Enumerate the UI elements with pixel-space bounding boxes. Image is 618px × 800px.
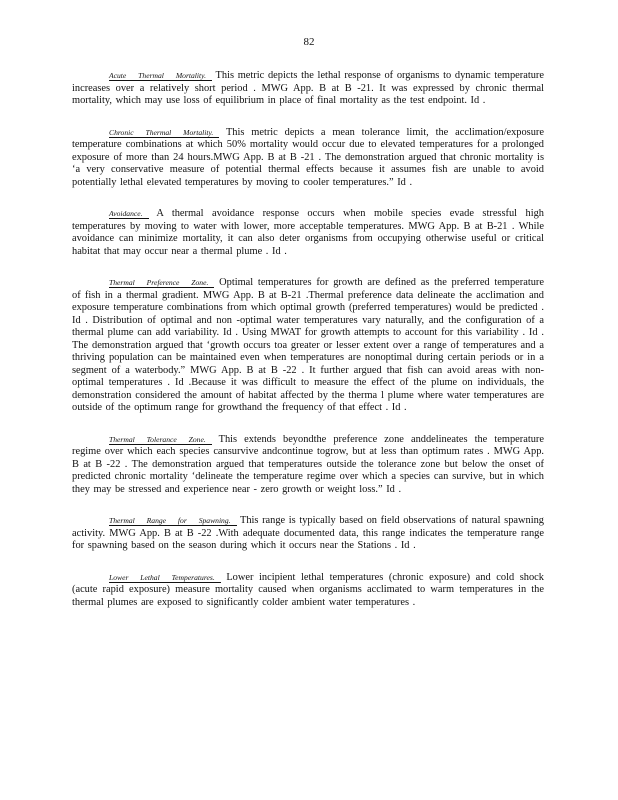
paragraph-acute-thermal-mortality [72, 70, 544, 108]
page-number: 82 [303, 36, 315, 48]
section-heading: Avoidance. [109, 209, 149, 219]
section-heading: Chronic Thermal Mortality. [109, 128, 219, 138]
paragraph-text: This metric depicts the lethal response of organisms to dynamic temperature increases over a relatively short period . MWG App. B at B -21. It was expressed by chronic thermal mortality, which may use loss of equilibrium in place of final mortality as the test endpoint. Id . [72, 70, 544, 106]
paragraph-text: This extends beyondthe preference zone anddelineates the temperature regime over which each species cansurvive andcontinue togrow, but at less than optimum rates . MWG App. B at B -22 . The demonstration argued that temperatures outside the tolerance zone but below the onset of predicted chronic mortality ‘delineate the temperature regime over which a species can survive, but in which they may be stressed and experience near - zero growth or weight loss.” Id . [72, 433, 544, 495]
section-heading: Acute Thermal Mortality. [109, 71, 212, 81]
document-body [72, 70, 544, 628]
paragraph-text: This range is typically based on field observations of natural spawning activity. MWG App. B at B -22 .With adequate documented data, this range indicates the temperature range for spawning based on the season during which it occurs near the Stations . Id . [72, 515, 544, 551]
paragraph-text: Lower incipient lethal temperatures (chronic exposure) and cold shock (acute rapid exposure) measure mortality caused when organisms acclimated to warm temperatures in the thermal plumes are exposed to significantly colder ambient water temperatures . [72, 571, 544, 608]
section-heading: Thermal Preference Zone. [109, 278, 214, 288]
paragraph-lower-lethal-temperatures [72, 572, 544, 610]
paragraph-text: A thermal avoidance response occurs when mobile species evade stressful high temperatures by moving to water with lower, more acceptable temperatures. MWG App. B at B-21 . While avoidance can minimize mortality, it can also deter organisms from occupying otherwise useful or critical habitat that may occur near a thermal plume . Id . [72, 208, 544, 257]
paragraph-avoidance [72, 208, 544, 258]
paragraph-thermal-tolerance-zone [72, 434, 544, 497]
section-heading: Lower Lethal Temperatures. [109, 573, 221, 583]
paragraph-text: This metric depicts a mean tolerance limit, the acclimation/exposure temperature combinations at which 50% mortality would occur due to elevated temperatures for a prolonged exposure of more than 24 hours.MWG App. B at B -21 . The demonstration argued that chronic mortality is ‘a very conservative measure of potential thermal effects because it assumes fish are unable to avoid potentially lethal elevated temperatures by moving to cooler temperatures.” Id . [72, 126, 544, 188]
section-heading: Thermal Tolerance Zone. [109, 435, 212, 445]
paragraph-thermal-preference-zone [72, 277, 544, 415]
section-heading: Thermal Range for Spawning. [109, 516, 237, 526]
paragraph-text: Optimal temperatures for growth are defined as the preferred temperature of fish in a thermal gradient. MWG App. B at B-21 .Thermal preference data delineate the acclimation and exposure temperature combinations from which optimal growth (preferred temperatures) would be predicted . Id . Distribution of optimal and non -optimal water temperatures vary naturally, and the configuration of a thermal plume can add variability. Id . Using MWAT for growth attempts to account for this variability . Id . The demonstration argued that ‘growth occurs toa greater or lesser extent over a range of temperatures and a thriving population can be maintained even when temperatures are nonoptimal during certain periods or in a segment of a waterbody.” MWG App. B at B -22 . It further argued that fish can avoid areas with non- optimal temperatures . Id .Because it was difficult to measure the effect of the plume on individuals, the demonstration considered the amount of habitat affected by the therma l plume where water temperatures are outside of the optimum range for growthand the frequency of that effect . Id . [72, 277, 544, 413]
paragraph-chronic-thermal-mortality [72, 127, 544, 190]
paragraph-thermal-range-for-spawning [72, 515, 544, 553]
